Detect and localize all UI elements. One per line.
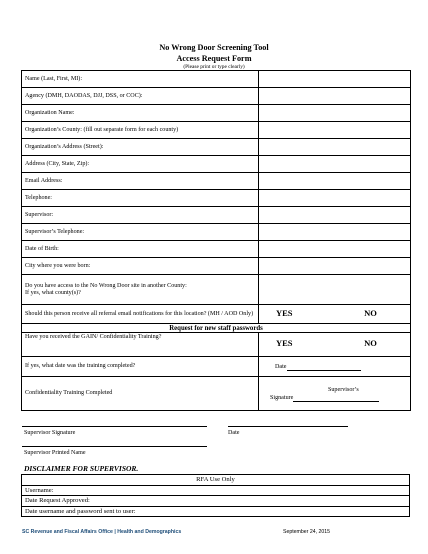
access-request-table <box>21 70 411 411</box>
training-date-cell <box>259 357 411 377</box>
rfa-username-row[interactable]: Username: <box>22 485 410 496</box>
field-label-birth-city: City where you were born: <box>22 258 259 275</box>
field-input-supervisor[interactable] <box>259 207 411 224</box>
field-input-organization-address[interactable] <box>259 139 411 156</box>
rfa-heading: RFA Use Only <box>22 475 410 486</box>
supervisor-signature-label: Signature <box>270 394 294 401</box>
field-label-organization-name: Organization Name: <box>22 105 259 122</box>
field-label-name: Name (Last, First, MI): <box>22 71 259 88</box>
notifications-question: Should this person receive all referral email notifications for this location? (MH / AOD Only) <box>22 305 259 324</box>
field-input-nwd-county[interactable] <box>259 275 411 305</box>
field-label-city-state-zip: Address (City, State, Zip): <box>22 156 259 173</box>
supervisor-signature-field[interactable] <box>293 394 379 402</box>
instructions-note: (Please print or type clearly) <box>183 64 245 70</box>
field-label-email: Email Address: <box>22 173 259 190</box>
field-input-organization-name[interactable] <box>259 105 411 122</box>
nwd-access-question-cell <box>22 275 259 305</box>
notifications-options <box>259 305 411 324</box>
page-subtitle: Access Request Form <box>176 54 252 63</box>
field-input-date-of-birth[interactable] <box>259 241 411 258</box>
field-label-supervisor: Supervisor: <box>22 207 259 224</box>
footer-organization: SC Revenue and Fiscal Affairs Office | Health and Demographics <box>22 529 182 535</box>
supervisor-signature-cell <box>259 377 411 411</box>
field-input-birth-city[interactable] <box>259 258 411 275</box>
gain-yes-option[interactable]: YES <box>276 338 293 348</box>
date-caption: Date <box>228 430 240 436</box>
field-input-agency[interactable] <box>259 88 411 105</box>
field-label-supervisor-telephone: Supervisor’s Telephone: <box>22 224 259 241</box>
supervisor-signature-line1: Supervisor’s <box>328 386 359 393</box>
field-input-email[interactable] <box>259 173 411 190</box>
date-signature-line[interactable] <box>228 426 348 427</box>
field-label-organization-address: Organization’s Address (Street): <box>22 139 259 156</box>
notifications-no-option[interactable]: NO <box>364 307 377 318</box>
gain-training-question: Have you received the GAIN/ Confidentiality Training? <box>22 333 259 357</box>
field-input-organization-county[interactable] <box>259 122 411 139</box>
page-title: No Wrong Door Screening Tool <box>159 43 269 52</box>
training-date-question: If yes, what date was the training completed? <box>22 357 259 377</box>
supervisor-signature-caption: Supervisor Signature <box>24 430 76 436</box>
field-input-supervisor-telephone[interactable] <box>259 224 411 241</box>
rfa-date-sent-row[interactable]: Date username and password sent to user: <box>22 506 410 517</box>
new-staff-heading: Request for new staff passwords <box>22 324 411 333</box>
nwd-access-question: Do you have access to the No Wrong Door site in another County: <box>25 282 187 289</box>
supervisor-printed-name-caption: Supervisor Printed Name <box>24 450 86 456</box>
gain-training-options <box>259 333 411 357</box>
rfa-use-only-table <box>21 474 410 517</box>
field-label-date-of-birth: Date of Birth: <box>22 241 259 258</box>
confidentiality-training-label: Confidentiality Training Completed <box>22 377 259 411</box>
footer-date: September 24, 2015 <box>283 529 331 535</box>
supervisor-printed-name-line[interactable] <box>22 446 207 447</box>
nwd-access-followup: If yes, what county(s)? <box>25 289 81 296</box>
disclaimer-heading: DISCLAIMER FOR SUPERVISOR. <box>24 464 139 473</box>
field-label-organization-county: Organization’s County: (fill out separate form for each county) <box>22 122 259 139</box>
field-input-city-state-zip[interactable] <box>259 156 411 173</box>
field-input-telephone[interactable] <box>259 190 411 207</box>
supervisor-signature-line[interactable] <box>22 426 207 427</box>
field-input-name[interactable] <box>259 71 411 88</box>
field-label-agency: Agency (DMH, DAODAS, DJJ, DSS, or COC): <box>22 88 259 105</box>
gain-no-option[interactable]: NO <box>364 338 377 348</box>
rfa-date-approved-row[interactable]: Date Request Approved: <box>22 496 410 507</box>
training-date-label: Date <box>275 363 287 370</box>
training-date-line[interactable] <box>287 363 361 371</box>
field-label-telephone: Telephone: <box>22 190 259 207</box>
notifications-yes-option[interactable]: YES <box>276 307 293 318</box>
